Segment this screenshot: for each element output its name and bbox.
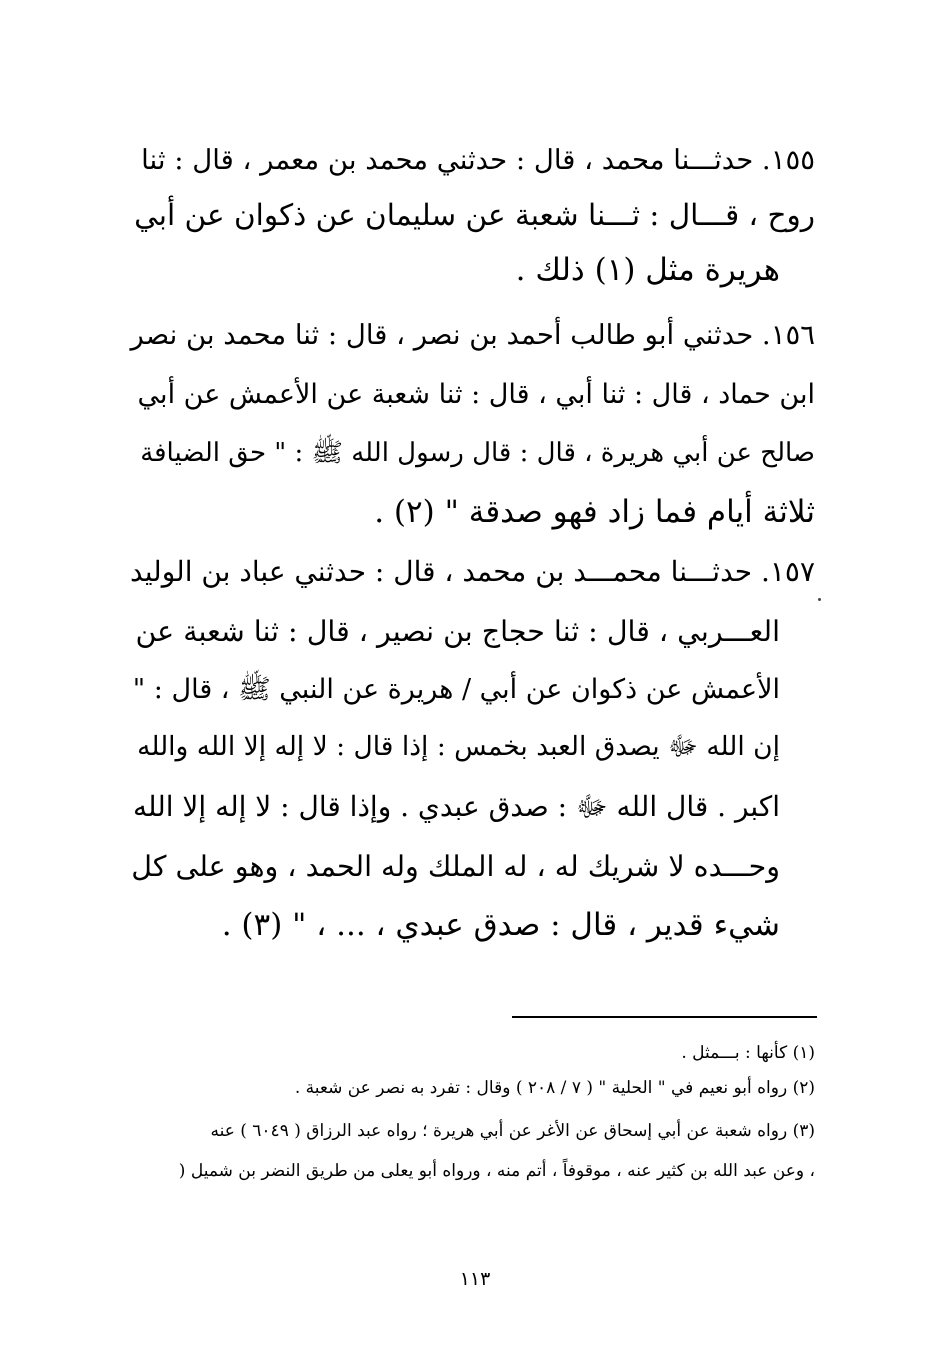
hadith-157-line-4: إن الله ﷻ يصدق العبد بخمس : إذا قال : لا إله إلا الله والله (137, 731, 780, 762)
hadith-156-line-2: ابن حماد ، قال : ثنا أبي ، قال : ثنا شعبة عن الأعمش عن أبي (137, 379, 815, 410)
hadith-157-line-3: الأعمش عن ذكوان عن أبي / هريرة عن النبي ﷺ ، قال : " (132, 674, 780, 705)
hadith-157-line-7: شيء قدير ، قال : صدق عبدي ، ... ، " (٣) . (221, 907, 780, 943)
footnote-separator (512, 1016, 817, 1018)
page-number: ١١٣ (459, 1268, 491, 1290)
hadith-157-line-5: اكبر . قال الله ﷻ : صدق عبدي . وإذا قال : لا إله إلا الله (132, 790, 780, 823)
footnote-1: (١) كأنها : بـــمثل . (681, 1043, 815, 1063)
hadith-157-line-1: ١٥٧. حدثـــنا محمـــد بن محمد ، قال : حدثني عباد بن الوليد (130, 555, 815, 588)
hadith-156-line-4: ثلاثة أيام فما زاد فهو صدقة " (٢) . (374, 494, 815, 530)
hadith-156-line-1: ١٥٦. حدثني أبو طالب أحمد بن نصر ، قال : ثنا محمد بن نصر (130, 319, 815, 351)
hadith-156-line-3: صالح عن أبي هريرة ، قال : قال رسول الله ﷺ : " حق الضيافة (140, 438, 815, 468)
footnote-3: (٣) رواه شعبة عن أبي إسحاق عن الأغر عن أبي هريرة ؛ رواه عبد الرزاق ( ٦٠٤٩ ) عنه (210, 1121, 815, 1141)
hadith-155-line-2: روح ، قـــال : ثـــنا شعبة عن سليمان عن ذكوان عن أبي (134, 198, 815, 232)
footnote-3-continued: ، وعن عبد الله بن كثير عنه ، موقوفاً ، أتم منه ، ورواه أبو يعلى من طريق النضر بن شميل ( (178, 1161, 815, 1181)
hadith-157-line-2: العـــربي ، قال : ثنا حجاج بن نصير ، قال : ثنا شعبة عن (135, 615, 780, 648)
hadith-155-line-3: هريرة مثل (١) ذلك . (515, 252, 780, 288)
margin-mark (818, 598, 821, 601)
hadith-155-line-1: ١٥٥. حدثـــنا محمد ، قال : حدثني محمد بن معمر ، قال : ثنا (141, 144, 815, 176)
hadith-157-line-6: وحـــده لا شريك له ، له الملك وله الحمد ، وهو على كل (131, 850, 780, 883)
footnote-2: (٢) رواه أبو نعيم في " الحلية " ( ٧ / ٢٠٨ ) وقال : تفرد به نصر عن شعبة . (294, 1078, 815, 1098)
